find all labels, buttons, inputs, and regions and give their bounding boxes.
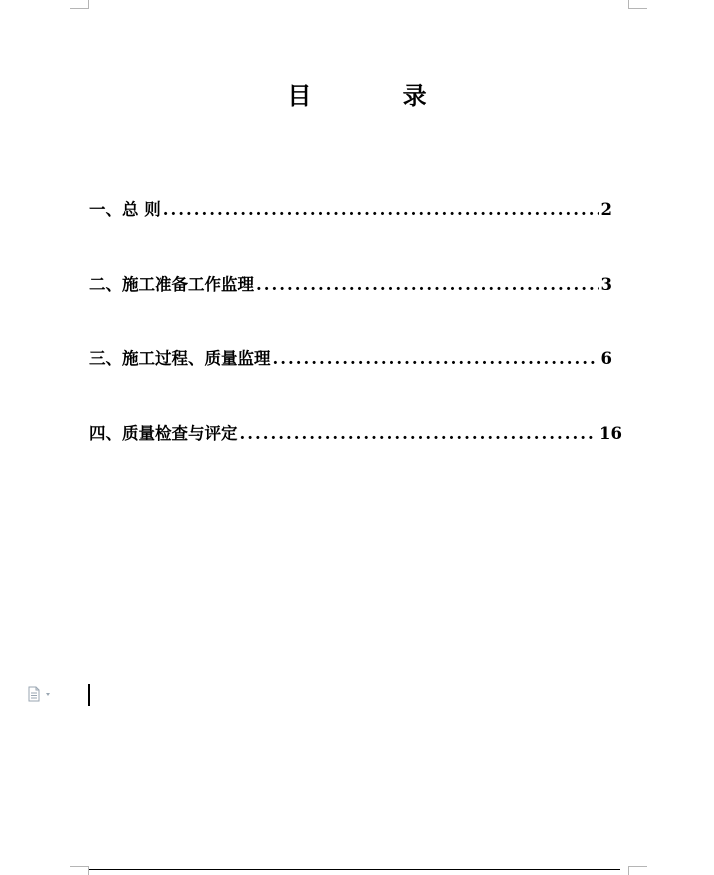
toc-entry-label: 一、总 则: [89, 200, 161, 219]
toc-title: 目 录: [287, 81, 461, 110]
toc-entry-label: 四、质量检查与评定: [89, 424, 238, 443]
toc-dot-leader: [273, 346, 599, 372]
page-corner-mark-top-left: [70, 0, 89, 9]
page-corner-mark-bottom-left: [70, 866, 89, 875]
page-corner-mark-bottom-right: [628, 866, 647, 875]
toc-entry-page: 2: [600, 200, 612, 219]
toc-entry-page: 6: [600, 349, 612, 368]
toc-entry[interactable]: [89, 346, 612, 372]
toc-entry[interactable]: [89, 272, 612, 298]
toc-entry-page: 3: [600, 275, 612, 294]
toc-entry[interactable]: [89, 421, 622, 447]
document-options-icon[interactable]: [28, 686, 54, 702]
toc-dot-leader: [240, 421, 598, 447]
toc-entry-page: 16: [599, 424, 622, 443]
page-corner-mark-top-right: [628, 0, 647, 9]
toc-dot-leader: [163, 197, 599, 223]
footer-rule: [89, 869, 620, 870]
toc-entry-label: 三、施工过程、质量监理: [89, 349, 271, 368]
text-cursor: [88, 684, 90, 706]
toc-entry[interactable]: [89, 197, 612, 223]
toc-dot-leader: [256, 272, 599, 298]
toc-entry-label: 二、施工准备工作监理: [89, 275, 254, 294]
